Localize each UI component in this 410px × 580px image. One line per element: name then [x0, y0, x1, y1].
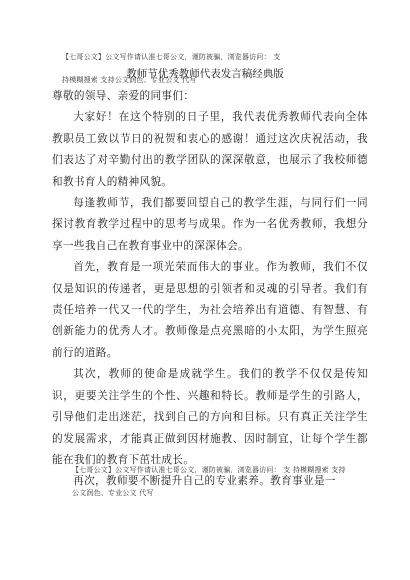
- document-title: 教师节优秀教师代表发言稿经典版: [126, 68, 284, 80]
- paragraph-second-point: 其次，教师的使命是成就学生。我们的教学不仅仅是传知识，更要关注学生的个性、兴趣和特长。教师是学生的引路人，引导他们走出迷茫，找到自己的方向和目标。只有真正关注学生的发展需求，才能真正做到因材施教、因时制宜，让每个学生都能在我们的教育下茁壮成长。: [52, 368, 368, 466]
- salutation: 尊敬的领导、亲爱的同事们：: [52, 90, 195, 102]
- paragraph-first-point: 首先，教育是一项光荣而伟大的事业。作为教师，我们不仅仅是知识的传递者，更是思想的引领者和灵魂的引导者。我们有责任培养一代又一代的学生，为社会培养出有道德、有智慧、有创新能力的优秀人才。教师像是点亮黑暗的小太阳，为学生照亮前行的道路。: [52, 261, 368, 359]
- header-notice-line-2: 持模糊搜索 支持公文润色、专业公文 代写: [62, 76, 197, 84]
- document-body: [52, 86, 368, 493]
- paragraph-greeting: 大家好！在这个特别的日子里，我代表优秀教师代表向全体教职员工致以节日的祝贺和衷心的感谢！通过这次庆祝活动，我们表达了对辛勤付出的教学团队的深深敬意，也展示了我校师德和教书育人的精神风貌。: [52, 111, 368, 188]
- paragraph-reflection: 每逢教师节，我们都要回望自己的教学生涯，与同行们一同探讨教育教学过程中的思考与成果。作为一名优秀教师，我想分享一些我自己在教育事业中的深深体会。: [52, 197, 368, 252]
- footer-notice: [72, 459, 372, 505]
- paragraph-third-point: 再次，教师要不断提升自己的专业素养。教育事业是一: [73, 475, 336, 488]
- header-notice-line-1: 【七哥公文】公文写作请认准七哥公文，谨防被骗，浏览器访问： 支: [62, 53, 281, 61]
- footer-notice-line-2: 公文润色、专业公文 代写: [72, 489, 154, 497]
- footer-notice-line-1: 【七哥公文】公文写作请认准七哥公文，谨防被骗，浏览器访问： 支 持模糊搜索 支持: [72, 466, 346, 474]
